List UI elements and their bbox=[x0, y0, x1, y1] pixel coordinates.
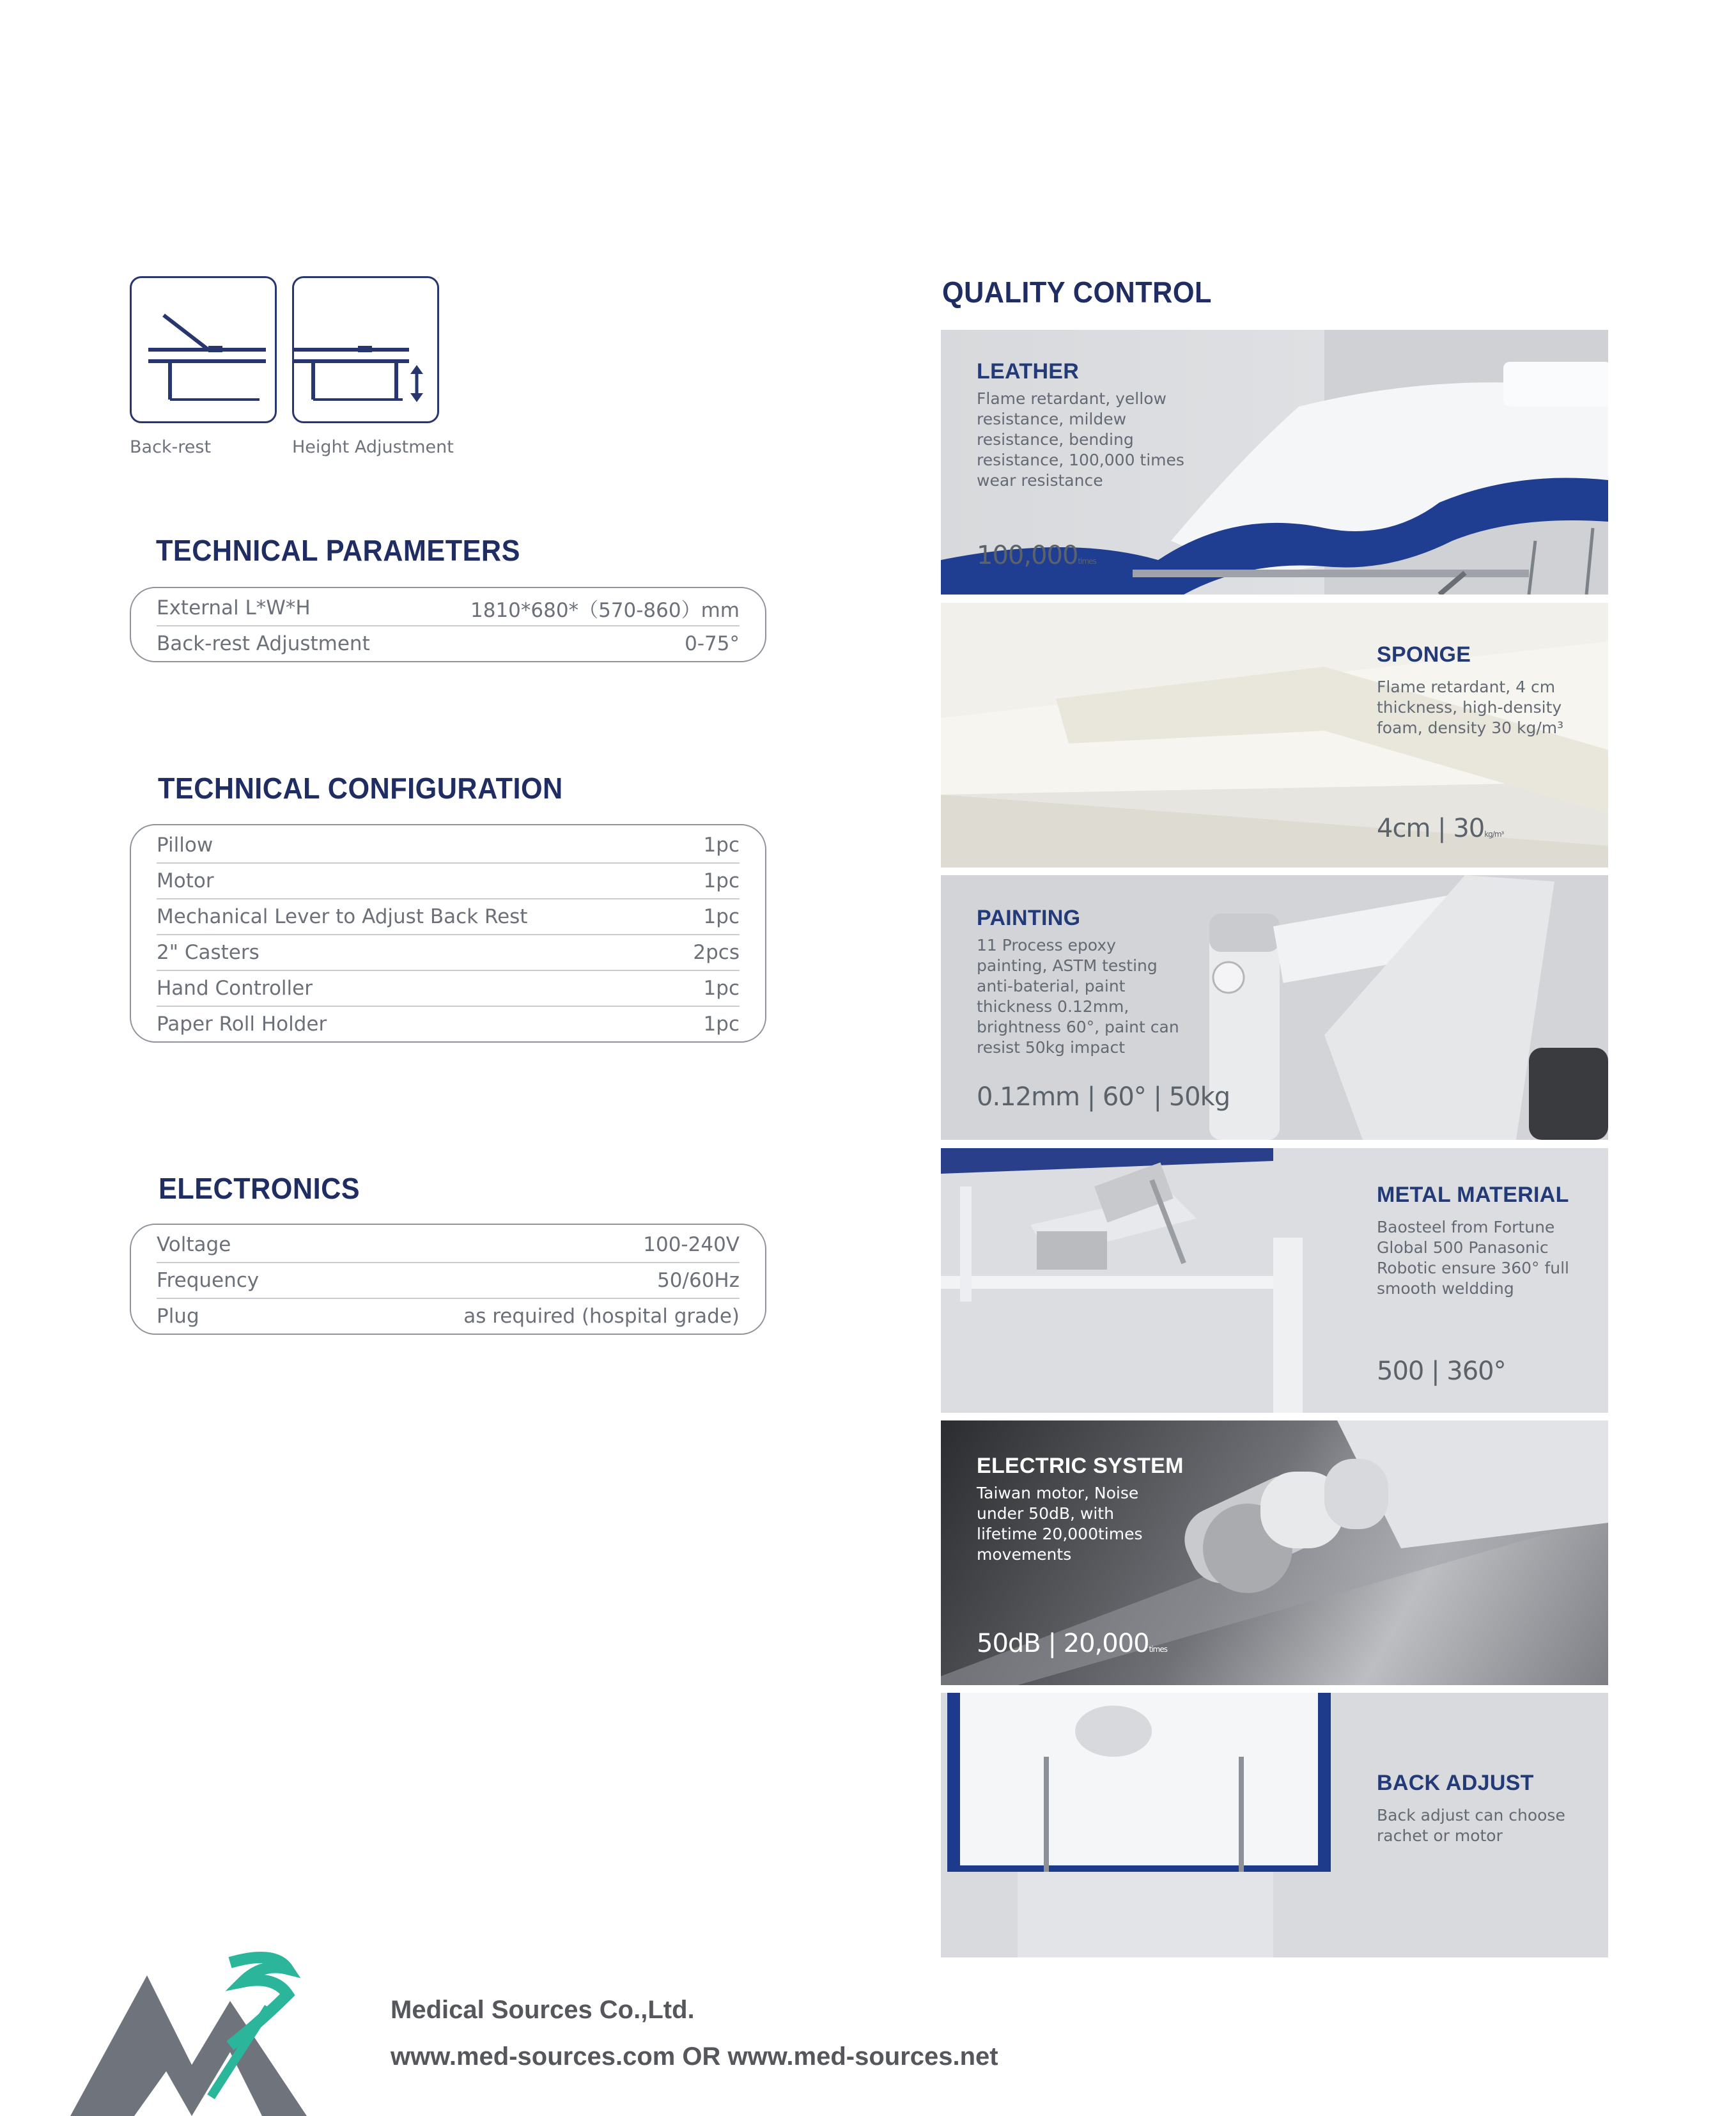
metal-material-desc: Baosteel from Fortune Global 500 Panasonic Robotic ensure 360° full smooth weldding bbox=[1377, 1218, 1570, 1298]
table-row: Motor 1pc bbox=[157, 864, 740, 899]
back-adjust-desc: Back adjust can choose rachet or motor bbox=[1377, 1806, 1565, 1845]
table-row: Pillow 1pc bbox=[157, 828, 740, 864]
technical-configuration-table bbox=[130, 824, 766, 1043]
leather-title: LEATHER bbox=[977, 359, 1080, 384]
company-name: Medical Sources Co.,Ltd. bbox=[391, 1996, 695, 2024]
company-logo-icon bbox=[70, 1943, 377, 2116]
sponge-panel bbox=[941, 603, 1608, 867]
sponge-title: SPONGE bbox=[1377, 642, 1471, 667]
electronics-table bbox=[130, 1224, 766, 1335]
height-adjustment-label: Height Adjustment bbox=[292, 437, 454, 457]
electronics-title: ELECTRONICS bbox=[159, 1172, 360, 1205]
painting-panel bbox=[941, 875, 1608, 1140]
leather-panel bbox=[941, 330, 1608, 595]
table-row: Frequency 50/60Hz bbox=[157, 1263, 740, 1299]
backrest-icon bbox=[130, 276, 277, 423]
technical-configuration-title: TECHNICAL CONFIGURATION bbox=[158, 772, 563, 805]
sponge-desc: Flame retardant, 4 cm thickness, high-density foam, density 30 kg/m³ bbox=[1377, 678, 1564, 737]
back-adjust-panel bbox=[941, 1693, 1608, 1957]
company-website[interactable]: www.med-sources.com OR www.med-sources.net bbox=[391, 2042, 998, 2071]
electric-system-stat: 50dB | 20,000times bbox=[977, 1629, 1167, 1658]
sponge-stat: 4cm | 30kg/m³ bbox=[1377, 814, 1504, 843]
quality-control-title: QUALITY CONTROL bbox=[942, 276, 1212, 309]
painting-desc: 11 Process epoxy painting, ASTM testing anti-baterial, paint thickness 0.12mm, brightness 60°, paint can resist 50kg impact bbox=[977, 936, 1179, 1057]
electric-system-desc: Taiwan motor, Noise under 50dB, with lifetime 20,000times movements bbox=[977, 1484, 1143, 1564]
table-row: External L*W*H 1810*680*（570-860）mm bbox=[157, 591, 740, 626]
metal-material-title: METAL MATERIAL bbox=[1377, 1183, 1569, 1207]
table-row: Back-rest Adjustment 0-75° bbox=[157, 632, 740, 655]
metal-material-stat: 500 | 360° bbox=[1377, 1357, 1506, 1386]
electric-system-panel bbox=[941, 1420, 1608, 1685]
technical-parameters-table bbox=[130, 587, 766, 662]
table-row: 2" Casters 2pcs bbox=[157, 935, 740, 971]
technical-parameters-title: TECHNICAL PARAMETERS bbox=[156, 534, 520, 567]
electric-system-title: ELECTRIC SYSTEM bbox=[977, 1454, 1184, 1478]
table-row: Voltage 100-240V bbox=[157, 1227, 740, 1263]
metal-material-panel bbox=[941, 1148, 1608, 1413]
leather-desc: Flame retardant, yellow resistance, mildew resistance, bending resistance, 100,000 times wear resistance bbox=[977, 389, 1184, 490]
height-adjust-icon bbox=[292, 276, 439, 423]
table-row: Hand Controller 1pc bbox=[157, 971, 740, 1007]
painting-stat: 0.12mm | 60° | 50kg bbox=[977, 1082, 1230, 1112]
table-row: Plug as required (hospital grade) bbox=[157, 1305, 740, 1328]
painting-title: PAINTING bbox=[977, 906, 1081, 930]
table-row: Mechanical Lever to Adjust Back Rest 1pc bbox=[157, 899, 740, 935]
back-adjust-title: BACK ADJUST bbox=[1377, 1771, 1534, 1795]
backrest-label: Back-rest bbox=[130, 437, 212, 457]
table-row: Paper Roll Holder 1pc bbox=[157, 1013, 740, 1036]
leather-stat: 100,000times bbox=[977, 541, 1096, 570]
